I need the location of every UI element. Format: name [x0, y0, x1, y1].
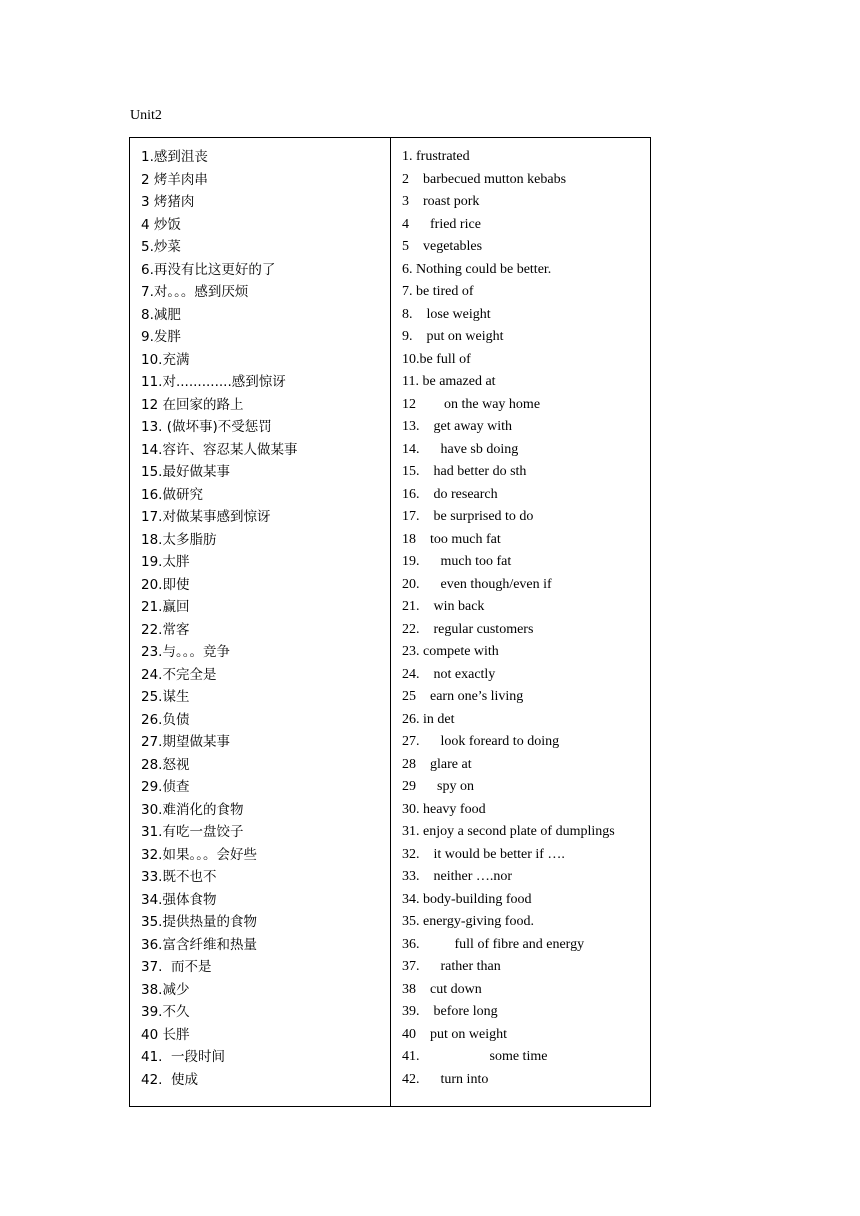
- english-phrase: 16. do research: [402, 486, 498, 502]
- english-phrase: 6. Nothing could be better.: [402, 261, 552, 277]
- english-phrase: 23. compete with: [402, 644, 499, 659]
- vocabulary-table: [129, 137, 651, 1107]
- chinese-phrase: 34.强体食物: [141, 891, 217, 908]
- english-phrase: 32. it would be better if ….: [402, 846, 565, 862]
- english-phrase: 17. be surprised to do: [402, 509, 534, 524]
- chinese-phrase: 21.赢回: [141, 599, 190, 615]
- english-phrase: 11. be amazed at: [402, 374, 496, 389]
- chinese-phrase: 7.对。。。感到厌烦: [141, 284, 249, 300]
- chinese-phrase: 42. 使成: [141, 1071, 199, 1088]
- english-phrase: 40 put on weight: [402, 1026, 507, 1042]
- chinese-phrase: 18.太多脂肪: [141, 531, 217, 548]
- chinese-phrase: 23.与。。。竞争: [141, 644, 230, 660]
- chinese-phrase: 8.减肥: [141, 306, 181, 323]
- chinese-phrase: 35.提供热量的食物: [141, 914, 257, 930]
- chinese-phrase: 3 烤猪肉: [141, 194, 195, 210]
- english-phrase: 15. had better do sth: [402, 464, 527, 479]
- chinese-phrase: 20.即使: [141, 576, 190, 593]
- english-phrase: 41. some time: [402, 1049, 548, 1064]
- chinese-column: [130, 138, 391, 1106]
- chinese-phrase: 10.充满: [141, 351, 190, 368]
- english-phrase: 7. be tired of: [402, 284, 474, 299]
- english-column: [391, 138, 650, 1106]
- english-phrase: 29 spy on: [402, 779, 474, 794]
- english-phrase: 24. not exactly: [402, 666, 496, 682]
- chinese-phrase: 40 长胖: [141, 1026, 190, 1043]
- chinese-phrase: 27.期望做某事: [141, 734, 230, 750]
- chinese-phrase: 26.负债: [141, 711, 190, 728]
- chinese-phrase: 28.怒视: [141, 756, 190, 773]
- english-phrase: 36. full of fibre and energy: [402, 936, 585, 952]
- english-phrase: 14. have sb doing: [402, 441, 519, 457]
- english-phrase: 21. win back: [402, 599, 485, 614]
- english-phrase: 30. heavy food: [402, 801, 486, 817]
- chinese-phrase: 37. 而不是: [141, 959, 212, 975]
- chinese-phrase: 12 在回家的路上: [141, 396, 244, 413]
- english-phrase: 19. much too fat: [402, 554, 512, 569]
- chinese-phrase: 22.常客: [141, 621, 190, 638]
- english-phrase: 4 fried rice: [402, 216, 481, 232]
- english-phrase: 9. put on weight: [402, 329, 504, 344]
- chinese-phrase: 41. 一段时间: [141, 1049, 226, 1065]
- english-phrase: 31. enjoy a second plate of dumplings: [402, 824, 615, 839]
- english-phrase: 39. before long: [402, 1004, 498, 1019]
- chinese-phrase: 31.有吃一盘饺子: [141, 824, 244, 840]
- chinese-phrase: 17.对做某事感到惊讶: [141, 509, 271, 525]
- english-phrase: 28 glare at: [402, 756, 472, 772]
- english-phrase: 34. body-building food: [402, 891, 532, 907]
- page-title: Unit2: [130, 108, 162, 123]
- chinese-phrase: 15.最好做某事: [141, 464, 230, 480]
- chinese-phrase: 39.不久: [141, 1004, 190, 1020]
- chinese-phrase: 33.既不也不: [141, 869, 217, 885]
- english-phrase: 35. energy-giving food.: [402, 914, 534, 929]
- chinese-phrase: 25.谋生: [141, 689, 190, 705]
- english-phrase: 42. turn into: [402, 1071, 489, 1087]
- chinese-phrase: 13. (做坏事)不受惩罚: [141, 419, 272, 435]
- english-phrase: 27. look foreard to doing: [402, 734, 560, 749]
- english-phrase: 38 cut down: [402, 981, 482, 997]
- english-phrase: 3 roast pork: [402, 194, 480, 209]
- english-phrase: 12 on the way home: [402, 396, 541, 412]
- chinese-phrase: 2 烤羊肉串: [141, 171, 208, 188]
- chinese-phrase: 14.容许、容忍某人做某事: [141, 441, 298, 458]
- english-phrase: 2 barbecued mutton kebabs: [402, 171, 567, 187]
- chinese-phrase: 19.太胖: [141, 554, 190, 570]
- chinese-phrase: 24.不完全是: [141, 666, 217, 683]
- english-phrase: 13. get away with: [402, 419, 513, 434]
- english-phrase: 1. frustrated: [402, 149, 470, 164]
- chinese-phrase: 16.做研究: [141, 486, 203, 503]
- english-phrase: 8. lose weight: [402, 306, 491, 322]
- english-phrase: 22. regular customers: [402, 621, 534, 637]
- chinese-phrase: 38.减少: [141, 981, 190, 998]
- english-phrase: 18 too much fat: [402, 531, 501, 547]
- english-phrase: 37. rather than: [402, 959, 501, 974]
- english-phrase: 25 earn one’s living: [402, 689, 524, 704]
- chinese-phrase: 5.炒菜: [141, 239, 181, 255]
- chinese-phrase: 4 炒饭: [141, 216, 181, 233]
- chinese-phrase: 30.难消化的食物: [141, 801, 244, 818]
- chinese-phrase: 6.再没有比这更好的了: [141, 261, 276, 278]
- english-phrase: 33. neither ….nor: [402, 869, 513, 884]
- chinese-phrase: 9.发胖: [141, 329, 181, 345]
- chinese-phrase: 32.如果。。。会好些: [141, 846, 257, 863]
- english-phrase: 5 vegetables: [402, 239, 483, 254]
- chinese-phrase: 36.富含纤维和热量: [141, 936, 257, 953]
- english-phrase: 10.be full of: [402, 351, 471, 367]
- chinese-phrase: 29.侦查: [141, 779, 190, 795]
- chinese-phrase: 1.感到沮丧: [141, 149, 208, 165]
- english-phrase: 26. in det: [402, 711, 455, 727]
- english-phrase: 20. even though/even if: [402, 576, 552, 592]
- chinese-phrase: 11.对.............感到惊讶: [141, 374, 286, 390]
